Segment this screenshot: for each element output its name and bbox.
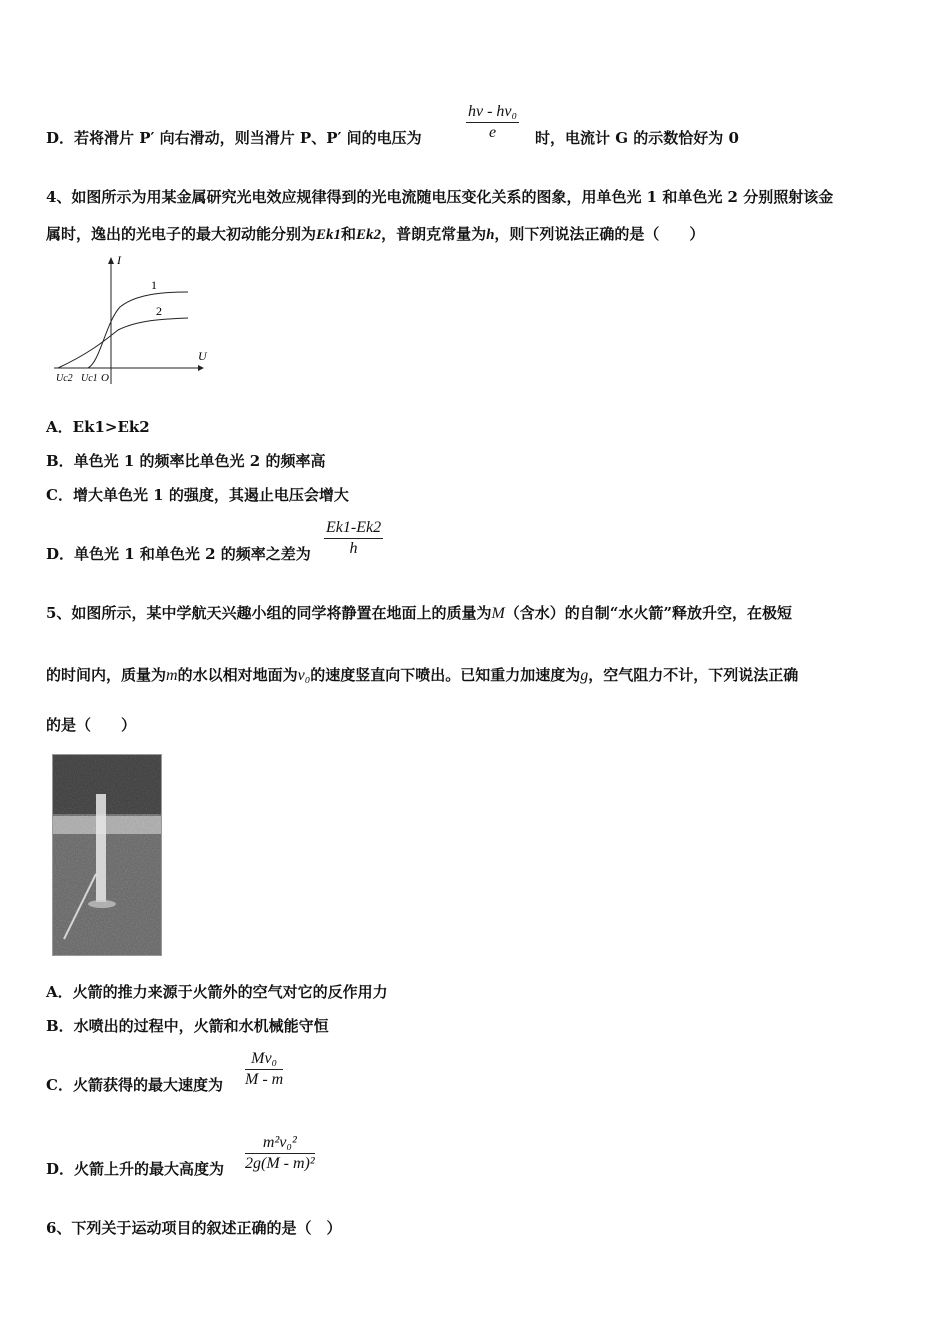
q5-option-a	[46, 982, 388, 1002]
fraction-numerator: m²v₀²	[245, 1133, 315, 1154]
photo-trees	[52, 754, 162, 814]
q4-stem-line-1	[46, 187, 833, 207]
q5-stem-text-1a: 5、如图所示，某中学航天兴趣小组的同学将静置在地面上的质量为	[46, 604, 492, 622]
q4-stem-text-1: 4、如图所示为用某金属研究光电效应规律得到的光电流随电压变化关系的图象，用单色光 1 和单色光 2 分别照射该金	[46, 188, 834, 206]
q6-stem-text: 6、下列关于运动项目的叙述正确的是（ ）	[46, 1219, 342, 1237]
q4-stem-text-2a: 属时，逸出的光电子的最大初动能分别为	[46, 225, 317, 243]
q5-option-c-text: C．火箭获得的最大速度为	[46, 1076, 223, 1094]
q5-option-c-fraction	[245, 1049, 283, 1090]
q4-option-d	[46, 544, 311, 564]
axis-u-label: U	[198, 349, 207, 363]
mass-M-symbol: M	[491, 605, 505, 622]
q3-option-d-suffix-line	[535, 128, 739, 148]
q5-option-b	[46, 1016, 329, 1036]
q5-option-d-text: D．火箭上升的最大高度为	[46, 1160, 225, 1178]
q4-stem-text-2b: 和	[341, 225, 357, 243]
q4-option-b	[46, 451, 325, 471]
velocity-v0-symbol: v₀	[297, 667, 311, 684]
q4-option-b-text: B．单色光 1 的频率比单色光 2 的频率高	[46, 452, 326, 470]
q3-option-d-prefix: D．若将滑片 P′ 向右滑动，则当滑片 P、P′ 间的电压为	[46, 129, 422, 147]
photoelectric-iu-graph	[48, 252, 218, 392]
q4-option-a-text: A．Ek1>Ek2	[46, 418, 150, 436]
photo-crowd	[52, 816, 162, 834]
fraction-numerator: hν - hν₀	[466, 102, 519, 123]
q4-stem-text-2c: ，普朗克常量为	[381, 225, 487, 243]
fraction-denominator: h	[349, 540, 358, 557]
gravity-g-symbol: g	[580, 667, 589, 684]
q5-stem-line-1	[46, 603, 792, 624]
q5-stem-text-2b: 的水以相对地面为	[177, 666, 298, 684]
q5-stem-text-2d: ，空气阻力不计，下列说法正确	[588, 666, 799, 684]
ek2-symbol: Ek2	[356, 227, 382, 243]
q5-stem-text-1b: （含水）的自制“水火箭”释放升空，在极短	[504, 604, 793, 622]
water-rocket-photo	[52, 754, 162, 956]
ek1-symbol: Ek1	[316, 227, 342, 243]
i-axis-arrow	[108, 257, 114, 264]
q6-stem	[46, 1218, 341, 1238]
fraction-denominator: e	[488, 124, 497, 141]
q4-option-c	[46, 485, 349, 505]
q5-option-d	[46, 1159, 224, 1179]
q5-stem-text-2a: 的时间内，质量为	[46, 666, 167, 684]
fraction-numerator: Ek1-Ek2	[324, 518, 383, 539]
q5-option-a-text: A．火箭的推力来源于火箭外的空气对它的反作用力	[46, 983, 388, 1001]
q5-option-d-fraction	[245, 1133, 315, 1174]
launch-pad	[88, 900, 116, 908]
u-axis-arrow	[198, 365, 204, 371]
mass-m-symbol: m	[166, 667, 178, 684]
q5-stem-text-3: 的是（ ）	[46, 716, 137, 734]
curve-1	[88, 292, 188, 368]
fraction-denominator: M - m	[245, 1071, 284, 1088]
curve-2	[58, 318, 188, 368]
q3-option-d-fraction	[466, 102, 519, 143]
q3-option-d-suffix: 时，电流计 G 的示数恰好为 0	[535, 129, 739, 147]
q4-option-c-text: C．增大单色光 1 的强度，其遏止电压会增大	[46, 486, 349, 504]
q5-stem-text-2c: 的速度竖直向下喷出。已知重力加速度为	[310, 666, 581, 684]
fraction-numerator: Mv₀	[245, 1049, 283, 1070]
uc1-label: Uc1	[81, 373, 98, 384]
planck-symbol: h	[486, 227, 495, 243]
q5-option-b-text: B．水喷出的过程中，火箭和水机械能守恒	[46, 1017, 329, 1035]
origin-label: O	[101, 372, 109, 384]
axis-i-label: I	[117, 253, 121, 267]
q4-option-a	[46, 417, 150, 437]
q4-stem-line-2	[46, 224, 704, 245]
photo-ground	[52, 834, 162, 956]
curve-2-label: 2	[156, 304, 162, 318]
q4-option-d-fraction	[324, 518, 383, 559]
q4-stem-text-2d: ，则下列说法正确的是（ ）	[494, 225, 705, 243]
q5-option-c	[46, 1075, 223, 1095]
q4-option-d-text: D．单色光 1 和单色光 2 的频率之差为	[46, 545, 311, 563]
fraction-denominator: 2g(M - m)²	[245, 1155, 315, 1172]
curve-1-label: 1	[151, 278, 157, 292]
q5-stem-line-2	[46, 665, 798, 686]
rocket-body	[96, 794, 106, 902]
uc2-label: Uc2	[56, 373, 73, 384]
q3-option-d	[46, 128, 422, 148]
q5-stem-line-3	[46, 715, 136, 735]
